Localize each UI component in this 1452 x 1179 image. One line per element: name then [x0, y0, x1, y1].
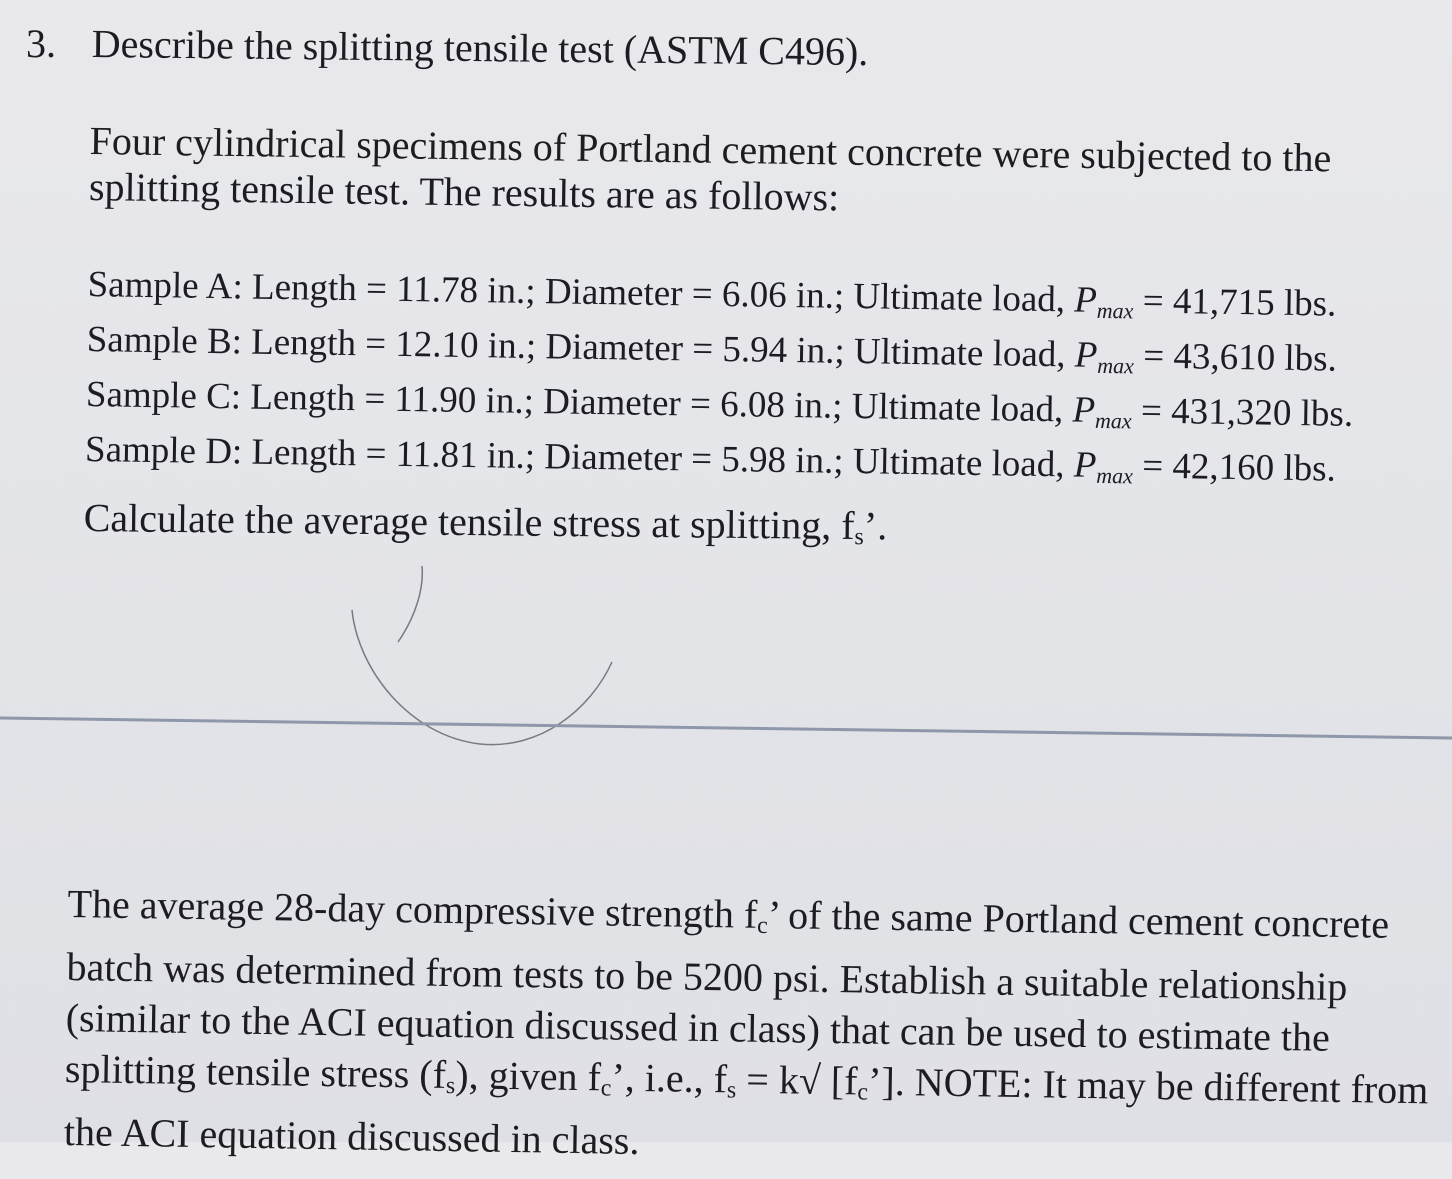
pmax-symbol: $P_{max}$ — [1073, 279, 1134, 324]
compressive-strength-paragraph: The average 28-day compressive strength $f_c$’ of the same Portland cement concrete batch was determined from tests to be 5200 psi. Establish a suitable relationship (similar to the ACI equation discussed in class) that can be used to estimate the splitting tensile stress $(f_s)$, given $f_c$’, i.e., $f_s = k√$ $[f_c’]$. NOTE: It may be different from the ACI equation discussed in class. — [63, 880, 1429, 1164]
question-title: Describe the splitting tensile test (ASTM C496). — [91, 20, 869, 75]
samples-block — [85, 262, 1356, 502]
calculate-instruction: Calculate the average tensile stress at splitting, $f_s$’. — [83, 494, 888, 551]
sample-b-load: = 43,610 lbs. — [1133, 335, 1338, 380]
pmax-symbol: $P_{max}$ — [1072, 389, 1132, 434]
question-number: 3. — [26, 21, 56, 66]
pmax-symbol: $P_{max}$ — [1073, 444, 1134, 489]
sample-d-text: Sample D: Length = 11.81 in.; Diameter = 5.98 in.; Ultimate load, — [84, 428, 1075, 486]
sample-a-text: Sample A: Length = 11.78 in.; Diameter = 6.06 in.; Ultimate load, — [87, 263, 1075, 321]
sample-b-text: Sample B: Length = 12.10 in.; Diameter = 5.94 in.; Ultimate load, — [86, 318, 1076, 376]
intro-paragraph: Four cylindrical specimens of Portland cement concrete were subjected to the splitting tensile test. The results are as follows: — [88, 118, 1332, 220]
pmax-symbol: $P_{max}$ — [1074, 334, 1135, 379]
sample-d-load: = 42,160 lbs. — [1132, 445, 1337, 490]
sample-c-text: Sample C: Length = 11.90 in.; Diameter = 6.08 in.; Ultimate load, — [85, 373, 1073, 431]
page-divider — [0, 712, 1452, 742]
sample-a-load: = 41,715 lbs. — [1133, 280, 1337, 325]
sample-c-load: = 431,320 lbs. — [1131, 390, 1354, 435]
